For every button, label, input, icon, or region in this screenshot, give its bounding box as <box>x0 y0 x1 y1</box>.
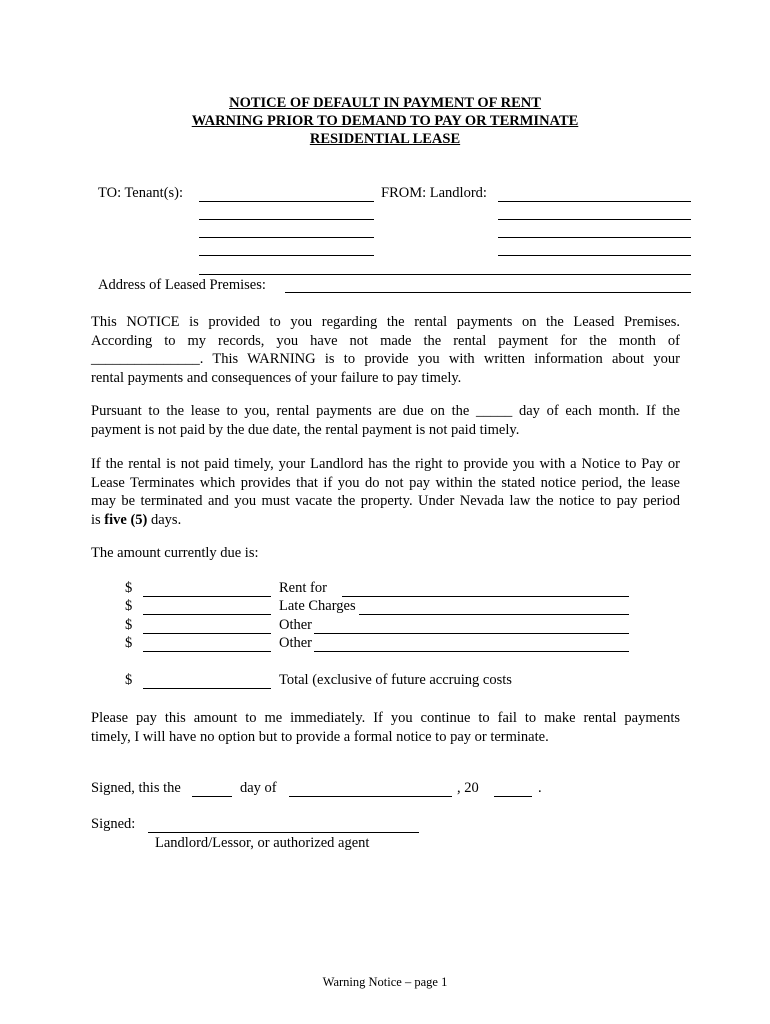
page-footer: Warning Notice – page 1 <box>322 975 448 989</box>
rights-line-2: Lease Terminates which provides that if you do not pay within the stated notice period, the lease <box>91 474 680 491</box>
rights-line-1: If the rental is not paid timely, your Landlord has the right to provide you with a Notice to Pay or <box>91 456 680 472</box>
pay-now-line-1: Please pay this amount to me immediately. If you continue to fail to make rental payments <box>91 710 680 726</box>
paragraph-pay-now <box>91 709 680 746</box>
dollar-sign: $ <box>125 672 133 688</box>
late-charges-amount-line[interactable] <box>143 614 271 615</box>
landlord-name-line-4[interactable] <box>498 255 691 256</box>
late-charges-line[interactable] <box>359 614 629 615</box>
rights-line-3: may be terminated and you must vacate the property. Under Nevada law the notice to pay period <box>91 493 680 509</box>
sign-year-line[interactable] <box>494 796 532 797</box>
to-tenant-label: TO: Tenant(s): <box>98 185 184 201</box>
signed-label: Signed: <box>91 816 136 832</box>
due-date-line-1 <box>91 402 680 421</box>
due-date-text-a: Pursuant to the lease to you, rental payments are due on the <box>91 403 470 419</box>
period: . <box>538 780 542 796</box>
title-line-2: WARNING PRIOR TO DEMAND TO PAY OR TERMINATE <box>191 113 579 129</box>
address-line[interactable] <box>285 292 691 293</box>
total-label: Total (exclusive of future accruing costs <box>279 672 512 688</box>
paragraph-rights <box>91 455 680 529</box>
tenant-name-line-2[interactable] <box>199 219 374 220</box>
due-date-text-b: day of each month. If the <box>518 403 680 419</box>
dollar-sign: $ <box>125 598 133 614</box>
notice-line-1: This NOTICE is provided to you regarding the rental payments on the Leased Premises. <box>91 314 680 330</box>
tenant-name-line-1[interactable] <box>199 201 374 202</box>
notice-line-2: According to my records, you have not made the rental payment for the month of <box>91 332 680 349</box>
rent-for-label: Rent for <box>279 580 327 596</box>
due-date-line-2: payment is not paid by the due date, the rental payment is not paid timely. <box>91 421 520 438</box>
amount-due-intro: The amount currently due is: <box>91 545 259 561</box>
due-day-blank[interactable]: _____ <box>476 403 513 419</box>
title-line-3: RESIDENTIAL LEASE <box>309 131 461 147</box>
dollar-sign: $ <box>125 635 133 651</box>
year-prefix-label: , 20 <box>457 780 479 796</box>
landlord-name-line-1[interactable] <box>498 201 691 202</box>
sign-month-line[interactable] <box>289 796 452 797</box>
signature-line[interactable] <box>148 832 419 833</box>
other-label-1: Other <box>279 617 313 633</box>
address-line-upper[interactable] <box>199 274 691 275</box>
title-line-1: NOTICE OF DEFAULT IN PAYMENT OF RENT <box>229 95 541 111</box>
paragraph-due-date <box>91 402 680 439</box>
notice-line-3 <box>91 350 680 369</box>
paragraph-notice <box>91 313 680 387</box>
signer-caption: Landlord/Lessor, or authorized agent <box>155 835 370 851</box>
landlord-name-line-2[interactable] <box>498 219 691 220</box>
rent-for-line[interactable] <box>342 596 629 597</box>
day-of-label: day of <box>240 780 277 796</box>
other-description-line-1[interactable] <box>314 633 629 634</box>
rights-line-4 <box>91 511 680 530</box>
late-charges-label: Late Charges <box>279 598 356 614</box>
dollar-sign: $ <box>125 617 133 633</box>
month-blank[interactable]: _______________ <box>91 351 200 367</box>
landlord-name-line-3[interactable] <box>498 237 691 238</box>
from-landlord-label: FROM: Landlord: <box>381 185 487 201</box>
other-label-2: Other <box>279 635 313 651</box>
signed-this-the-label: Signed, this the <box>91 780 181 796</box>
sign-day-line[interactable] <box>192 796 232 797</box>
dollar-sign: $ <box>125 580 133 596</box>
pay-now-line-2: timely, I will have no option but to provide a formal notice to pay or terminate. <box>91 728 549 745</box>
rights-line-4-a: is <box>91 511 101 528</box>
notice-period-bold: five (5) <box>104 511 148 528</box>
rent-amount-line[interactable] <box>143 596 271 597</box>
other-amount-line-2[interactable] <box>143 651 271 652</box>
address-label: Address of Leased Premises: <box>98 277 266 293</box>
other-amount-line-1[interactable] <box>143 633 271 634</box>
total-amount-line[interactable] <box>143 688 271 689</box>
other-description-line-2[interactable] <box>314 651 629 652</box>
notice-line-3-text: . This WARNING is to provide you with written information about your <box>199 351 680 367</box>
notice-line-4: rental payments and consequences of your failure to pay timely. <box>91 369 462 386</box>
tenant-name-line-4[interactable] <box>199 255 374 256</box>
rights-line-4-b: days. <box>151 511 182 528</box>
tenant-name-line-3[interactable] <box>199 237 374 238</box>
